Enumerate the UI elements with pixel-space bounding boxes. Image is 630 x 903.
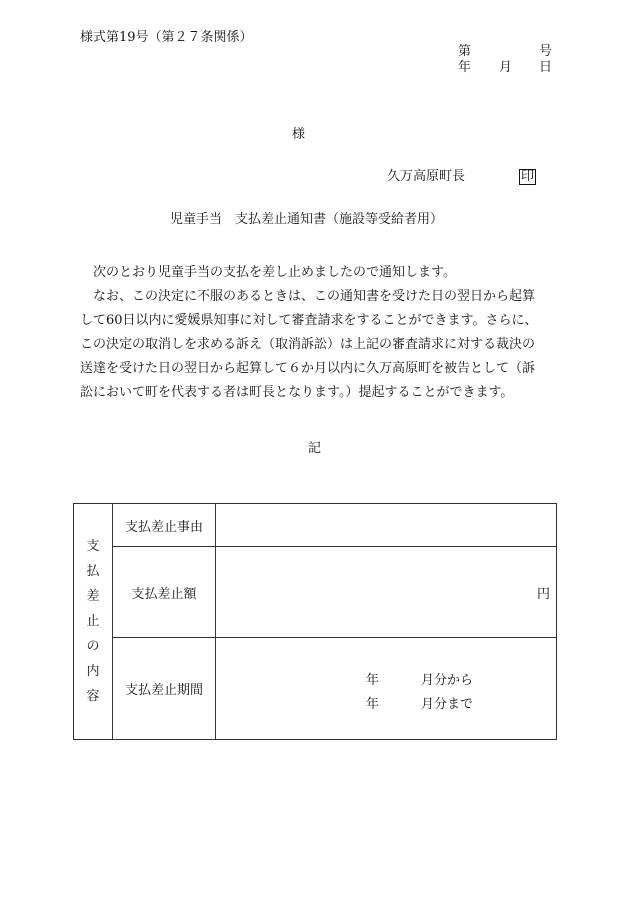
addressee-suffix: 様 [292, 127, 306, 142]
period-to [216, 689, 556, 713]
period-value [216, 638, 557, 740]
period-from-year: 年 [366, 672, 380, 688]
reason-value [216, 504, 557, 547]
seal-mark [519, 169, 536, 185]
doc-number-suffix: 号 [539, 44, 553, 59]
body-line: この決定の取消しを求める訴え（取消訴訟）は上記の審査請求に対する裁決の [80, 337, 536, 352]
side-header-char: 支 [86, 539, 100, 554]
body-line: 次のとおり児童手当の支払を差し止めましたので通知します。 [80, 265, 456, 280]
side-header-char: 払 [86, 564, 100, 579]
side-header-char: 止 [86, 614, 100, 629]
date-day: 日 [539, 60, 553, 75]
body-line: して60日以内に愛媛県知事に対して審査請求をすることができます。さらに、 [80, 313, 538, 328]
side-header-char: 内 [86, 664, 100, 679]
body-line: なお、この決定に不服のあるときは、この通知書を受けた日の翌日から起算 [80, 289, 536, 304]
amount-label: 支払差止額 [113, 547, 216, 638]
period-label: 支払差止期間 [113, 638, 216, 740]
period-from-month: 月分から [421, 672, 474, 688]
side-header [74, 504, 113, 740]
date-month: 月 [499, 60, 513, 75]
body-line: 送達を受けた日の翌日から起算して６か月以内に久万高原町を被告として（訴 [80, 361, 536, 376]
form-number: 様式第19号（第２７条関係） [80, 30, 253, 45]
suspension-details-table [73, 503, 557, 740]
issuer-name: 久万高原町長 [387, 169, 466, 184]
reason-label: 支払差止事由 [113, 504, 216, 547]
body-line: 訟において町を代表する者は町長となります。）提起することができます。 [80, 385, 514, 400]
side-header-char: の [86, 639, 100, 654]
period-to-month: 月分まで [421, 696, 474, 712]
ki-heading: 記 [308, 441, 322, 456]
side-header-char: 容 [86, 689, 100, 704]
document-title: 児童手当 支払差止通知書（施設等受給者用） [170, 212, 444, 227]
amount-unit: 円 [216, 547, 557, 638]
seal-text: 印 [521, 169, 535, 184]
doc-number-prefix: 第 [458, 44, 472, 59]
side-header-char: 差 [86, 589, 100, 604]
body-paragraph [80, 261, 560, 405]
period-to-year: 年 [366, 696, 380, 712]
date-year: 年 [458, 60, 472, 75]
period-from [216, 665, 556, 689]
